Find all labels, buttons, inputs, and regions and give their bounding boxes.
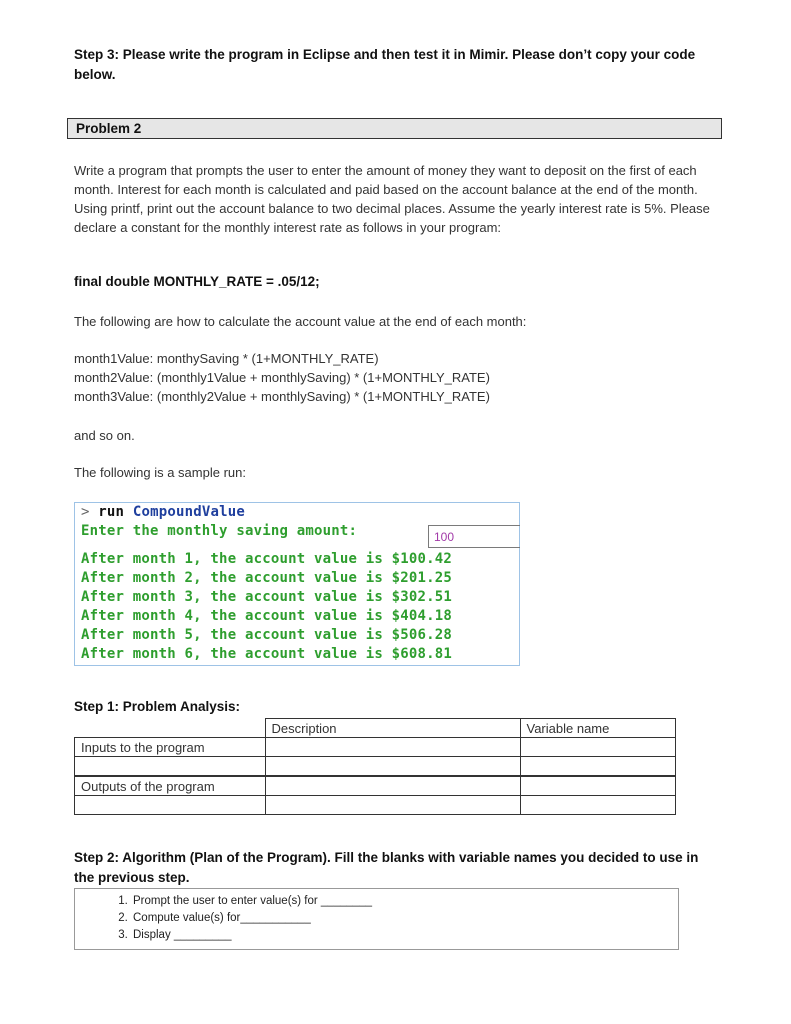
header-description: Description: [265, 719, 520, 738]
console-command-line: [81, 504, 245, 520]
problem-description: Write a program that prompts the user to enter the amount of money they want to deposit on the first of each month. Interest for each month is calculated and paid based on the account balance at the end of the month. Using printf, print out the account balance to two decimal places. Assume the yearly interest rate is 5%. Please declare a constant for the monthly interest rate as follows in your program:: [74, 163, 710, 235]
output-description-cell[interactable]: [265, 776, 520, 796]
row-label-outputs: Outputs of the program: [75, 776, 266, 796]
table-row: [75, 757, 676, 777]
input-description-cell[interactable]: [265, 738, 520, 757]
algorithm-steps: [75, 893, 678, 944]
program-name: CompoundValue: [132, 504, 245, 520]
table-row: [75, 776, 676, 796]
algorithm-step-display: 3. Display _________: [131, 927, 678, 944]
header-variable-name: Variable name: [520, 719, 675, 738]
and-so-on-text: and so on.: [74, 428, 135, 443]
problem-title: Problem 2: [76, 121, 142, 136]
formula-month3: month3Value: (monthly2Value + monthlySaving) * (1+MONTHLY_RATE): [74, 389, 490, 404]
step3-instruction: Step 3: Please write the program in Eclipse and then test it in Mimir. Please don’t copy your code below.: [74, 47, 696, 82]
table-header-row: [75, 719, 676, 738]
step2-title: Step 2: Algorithm (Plan of the Program). Fill the blanks with variable names you decided to use in the previous step.: [74, 850, 699, 885]
table-row: [75, 796, 676, 815]
row-label-blank: [75, 796, 266, 815]
console-prompt: Enter the monthly saving amount:: [81, 523, 358, 539]
formula-month1: month1Value: monthySaving * (1+MONTHLY_RATE): [74, 351, 379, 366]
console-output-line: After month 4, the account value is $404.18: [81, 608, 453, 624]
constant-declaration: final double MONTHLY_RATE = .05/12;: [74, 274, 320, 289]
step1-title: Step 1: Problem Analysis:: [74, 699, 241, 714]
console-output-line: After month 2, the account value is $201.25: [81, 570, 453, 586]
problem-header-box: [67, 118, 722, 139]
saving-amount-input[interactable]: 100: [428, 525, 520, 548]
output-variable-cell[interactable]: [520, 776, 675, 796]
console-output-line: After month 1, the account value is $100.42: [81, 551, 453, 567]
algorithm-box: [74, 888, 679, 950]
sample-run-console: [74, 502, 520, 666]
output-description-cell[interactable]: [265, 796, 520, 815]
formula-list: [74, 349, 490, 406]
table-row: [75, 738, 676, 757]
console-output-line: After month 5, the account value is $506.28: [81, 627, 453, 643]
input-variable-cell[interactable]: [520, 738, 675, 757]
algorithm-step-prompt: 1. Prompt the user to enter value(s) for ________: [131, 893, 678, 910]
run-command: run: [98, 504, 125, 520]
sample-run-intro: The following is a sample run:: [74, 465, 246, 480]
calculation-intro: The following are how to calculate the account value at the end of each month:: [74, 314, 527, 329]
output-variable-cell[interactable]: [520, 796, 675, 815]
algorithm-step-compute: 2. Compute value(s) for___________: [131, 910, 678, 927]
input-variable-cell[interactable]: [520, 757, 675, 777]
console-output-line: After month 3, the account value is $302.51: [81, 589, 453, 605]
console-output-line: After month 6, the account value is $608.81: [81, 646, 453, 662]
problem-analysis-table: [74, 718, 676, 815]
formula-month2: month2Value: (monthly1Value + monthlySaving) * (1+MONTHLY_RATE): [74, 370, 490, 385]
row-label-inputs: Inputs to the program: [75, 738, 266, 757]
row-label-blank: [75, 757, 266, 777]
input-description-cell[interactable]: [265, 757, 520, 777]
prompt-symbol: >: [81, 504, 90, 520]
header-empty-cell: [75, 719, 266, 738]
